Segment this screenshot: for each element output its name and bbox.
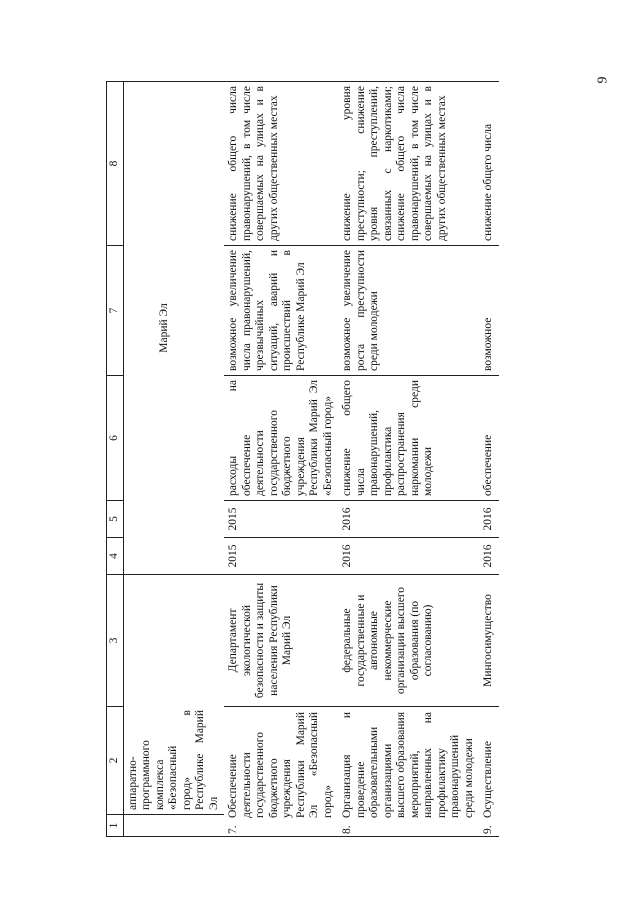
cell-executor: Мингосимущество (479, 575, 499, 707)
measure-text: Обеспечение деятельности государственного бюджетного учреждения Республики Марий Эл «Безопасный город» (227, 712, 334, 818)
continued-row (123, 82, 224, 837)
cell-measure (224, 707, 338, 837)
section-heading (123, 82, 224, 575)
column-number: 2 (107, 707, 124, 815)
cell-start-year: 2016 (479, 538, 499, 575)
rotated-table-container (106, 82, 609, 837)
column-number: 8 (107, 82, 124, 246)
page-number: 9 (595, 76, 611, 84)
cell-measure (479, 707, 499, 837)
table-row (479, 82, 499, 837)
cell-result: снижение общего числа правонарушений, профилактика распространения наркомании среди молодежи (338, 376, 479, 501)
section-heading-text: Марий Эл (157, 303, 170, 353)
cell-start-year: 2016 (338, 538, 479, 575)
row-number: 9. (482, 825, 494, 834)
measures-table (106, 81, 499, 837)
column-number: 3 (107, 575, 124, 707)
cell-end-year: 2016 (479, 501, 499, 538)
measure-text: Осуществление (482, 741, 494, 818)
table-row (338, 82, 479, 837)
row-number: 8. (341, 825, 353, 834)
table-row (224, 82, 338, 837)
cell-end-year: 2015 (224, 501, 338, 538)
cell-link: снижение общего числа правонарушений, в том числе совершаемых на улицах и в других общественных местах (224, 82, 338, 246)
cell-consequence: возможное увеличение числа правонарушений, чрезвычайных ситуаций, аварий и происшествий в Республике Марий Эл (224, 246, 338, 376)
cell-executor: федеральные государственные и автономные некоммерческие организации высшего образования (по согласованию) (338, 575, 479, 707)
cell-measure-continued: аппаратно-программного комплекса «Безопасный город» в Республике Марий Эл (123, 575, 224, 815)
cell-link: снижение общего числа (479, 82, 499, 246)
measure-text: Организация и проведение образовательными организациями высшего образования мероприятий, направленных на профилактику правонарушений среди молодежи (341, 712, 475, 818)
cell-start-year: 2015 (224, 538, 338, 575)
cell-link: снижение уровня преступности; снижение уровня преступлений, связанных с наркотиками; снижение общего числа правонарушений, в том числе совершаемых на улицах и в других общественных местах (338, 82, 479, 246)
column-number: 5 (107, 501, 124, 538)
cell-consequence: возможное (479, 246, 499, 376)
cell-end-year: 2016 (338, 501, 479, 538)
column-number: 4 (107, 538, 124, 575)
row-number: 7. (227, 825, 239, 834)
cell-consequence: возможное увеличение роста преступности среди молодежи (338, 246, 479, 376)
column-number-row (107, 82, 124, 837)
cell-executor: Департамент экологической безопасности и защиты населения Республики Марий Эл (224, 575, 338, 707)
cell-measure (338, 707, 479, 837)
column-number: 7 (107, 246, 124, 376)
column-number: 6 (107, 376, 124, 501)
cell-num (123, 815, 224, 837)
cell-result: обеспечение (479, 376, 499, 501)
column-number: 1 (107, 815, 124, 837)
cell-result: расходы на обеспечение деятельности государственного бюджетного учреждения Республики Марий Эл «Безопасный город» (224, 376, 338, 501)
